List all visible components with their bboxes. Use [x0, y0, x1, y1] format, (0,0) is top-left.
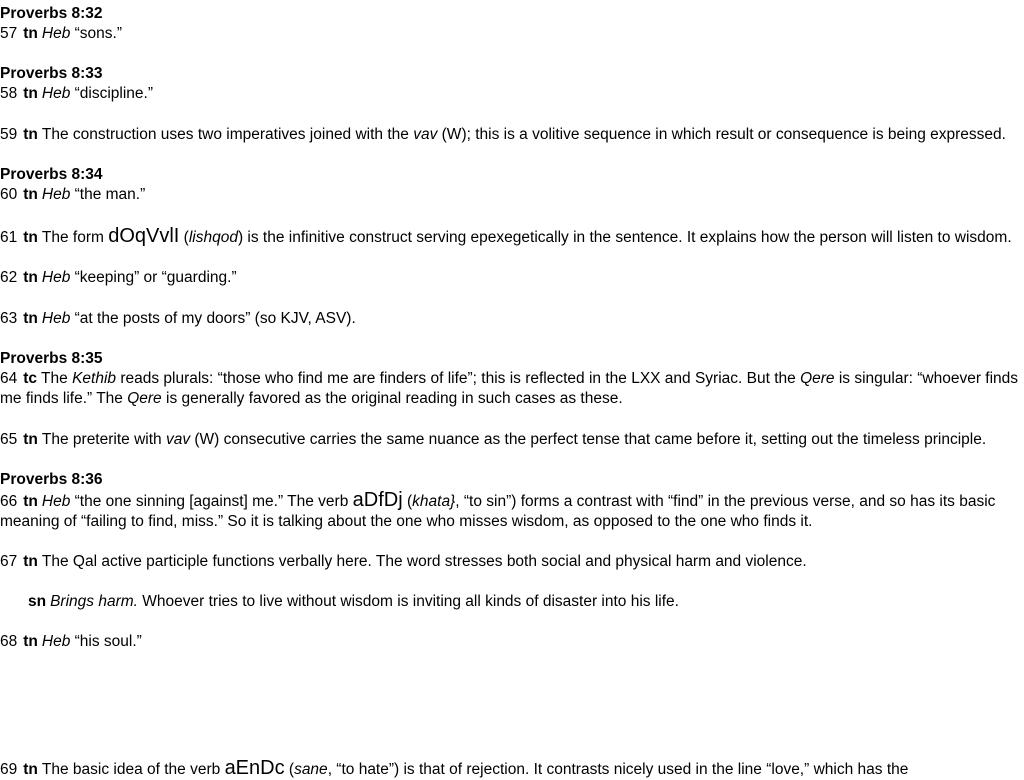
note-number: 65	[0, 431, 18, 448]
note-60	[0, 185, 1022, 205]
translit: vav	[413, 126, 438, 143]
note-text: The basic idea of the verb	[41, 761, 225, 778]
term: Qere	[127, 390, 162, 407]
note-number: 64	[0, 370, 18, 387]
hebrew-word: aEnDc	[224, 757, 285, 779]
note-tag: tn	[23, 85, 38, 102]
note-tag: tn	[23, 269, 38, 286]
note-text: “the one sinning [against] me.” The verb	[70, 493, 353, 510]
note-text: ; this is a volitive sequence in which result or consequence is being expressed.	[466, 126, 1006, 143]
note-text: The preterite with	[41, 431, 166, 448]
note-68	[0, 632, 1022, 652]
note-text: “sons.”	[70, 25, 123, 42]
note-67-study	[0, 592, 1022, 612]
note-tag: tn	[23, 186, 38, 203]
heb-label: Heb	[41, 269, 71, 286]
section-heading-8-34: Proverbs 8:34	[0, 166, 103, 183]
note-text: (	[284, 761, 295, 778]
translit: khata}	[412, 493, 456, 510]
note-number: 62	[0, 269, 18, 286]
heb-label: Heb	[41, 633, 71, 650]
note-number: 57	[0, 25, 18, 42]
note-text: The construction uses two imperatives joined with the	[41, 126, 414, 143]
note-59	[0, 125, 1022, 145]
heb-label: Heb	[41, 85, 71, 102]
note-tag: tn	[23, 633, 38, 650]
note-text: (W)	[437, 126, 467, 143]
note-number: 66	[0, 493, 18, 510]
note-text: The Qal active participle functions verbally here. The word stresses both social and physical harm and violence.	[41, 553, 807, 570]
note-67	[0, 552, 1022, 572]
note-58	[0, 84, 1022, 104]
note-63	[0, 309, 1022, 329]
study-note-lead: Brings harm.	[50, 593, 138, 610]
heb-label: Heb	[41, 186, 71, 203]
note-text: The	[41, 370, 73, 387]
hebrew-word: aDfDj	[352, 489, 403, 511]
note-text: Whoever tries to live without wisdom is inviting all kinds of disaster into his life.	[137, 593, 679, 610]
note-62	[0, 268, 1022, 288]
note-number: 61	[0, 229, 18, 246]
note-tag: tn	[23, 229, 38, 246]
note-number: 68	[0, 633, 18, 650]
note-57	[0, 24, 1022, 44]
note-number: 60	[0, 186, 18, 203]
heb-label: Heb	[41, 25, 71, 42]
note-tag: tn	[23, 493, 38, 510]
note-text: is singular: “whoever finds me finds life.” The	[0, 370, 1019, 407]
translit: vav	[165, 431, 191, 448]
note-text: used in the line “love,” which has the	[657, 761, 909, 778]
section-heading-8-33: Proverbs 8:33	[0, 65, 103, 82]
note-65	[0, 430, 1022, 450]
note-tag: tn	[23, 25, 38, 42]
note-69	[0, 758, 908, 780]
note-text: is generally favored as the original reading in such cases as these.	[161, 390, 623, 407]
section-heading-8-36: Proverbs 8:36	[0, 471, 103, 488]
note-tag: sn	[28, 593, 47, 610]
note-text: (	[179, 229, 189, 246]
note-tag: tn	[23, 431, 38, 448]
note-text: , “to sin”) forms a contrast with “find” in the previous verse, and so has its basic meaning of “failing to find, miss.” So it is talking about the one who misses wisdom, as opposed to the one who finds it.	[0, 493, 996, 530]
note-text: “at the posts of my doors” (so KJV, ASV).	[70, 310, 356, 327]
heb-label: Heb	[41, 493, 71, 510]
note-text: consecutive carries the same nuance as the perfect tense that came before it, setting out the timeless principle.	[219, 431, 987, 448]
heb-label: Heb	[41, 310, 71, 327]
note-tag: tc	[23, 370, 38, 387]
note-number: 58	[0, 85, 18, 102]
note-text: , “to hate”) is that of rejection. It contrasts nicely	[327, 761, 658, 778]
note-tag: tn	[23, 126, 38, 143]
note-61	[0, 226, 1022, 248]
section-heading-8-35: Proverbs 8:35	[0, 350, 103, 367]
note-tag: tn	[23, 761, 38, 778]
translit: lishqod	[188, 229, 238, 246]
term: Qere	[800, 370, 835, 387]
note-number: 67	[0, 553, 18, 570]
note-66	[0, 490, 1022, 532]
document-page	[0, 4, 1022, 652]
section-heading-8-32: Proverbs 8:32	[0, 5, 103, 22]
note-number: 63	[0, 310, 18, 327]
note-tag: tn	[23, 310, 38, 327]
note-text: “keeping” or “guarding.”	[70, 269, 237, 286]
note-number: 69	[0, 761, 18, 778]
note-text: reads plurals: “those who find me are finders of life”; this is reflected in the LXX and Syriac. But the	[116, 370, 801, 387]
note-tag: tn	[23, 553, 38, 570]
hebrew-word: dOqVvlI	[108, 225, 180, 247]
term: Kethib	[72, 370, 117, 387]
note-text: “discipline.”	[70, 85, 154, 102]
note-text: ) is the infinitive construct serving epexegetically in the sentence. It explains how the person will listen to wisdom.	[237, 229, 1012, 246]
note-number: 59	[0, 126, 18, 143]
note-text: “his soul.”	[70, 633, 142, 650]
note-text: “the man.”	[70, 186, 146, 203]
note-text: The form	[41, 229, 109, 246]
translit: sane	[294, 761, 328, 778]
note-text: (	[402, 493, 413, 510]
note-text: (W)	[190, 431, 220, 448]
note-64	[0, 369, 1022, 409]
